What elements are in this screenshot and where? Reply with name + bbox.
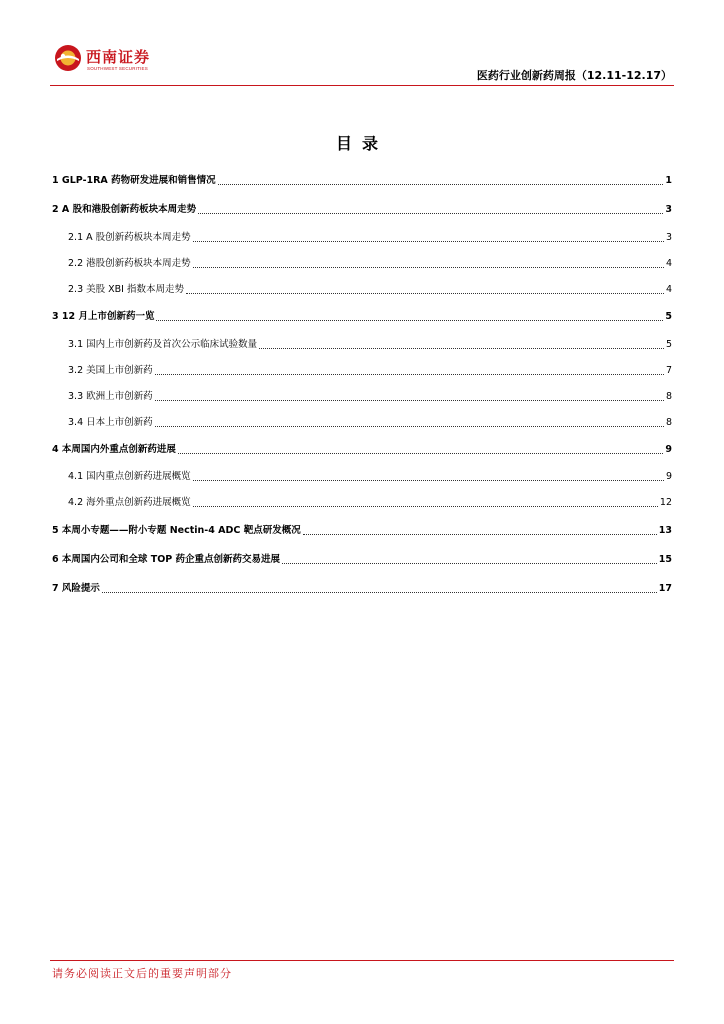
toc-leader-dots (193, 505, 658, 507)
logo-emblem-icon (54, 44, 82, 72)
toc-entry-label: 3.1 国内上市创新药及首次公示临床试验数量 (68, 339, 258, 350)
toc-leader-dots (155, 399, 664, 401)
toc-entry-label: 3.3 欧洲上市创新药 (68, 391, 153, 402)
toc-entry[interactable] (52, 441, 672, 459)
toc-entry-page: 7 (665, 365, 672, 376)
toc-entry-page: 12 (659, 497, 672, 508)
toc-entry-label: 1 GLP-1RA 药物研发进展和销售情况 (52, 175, 216, 186)
toc-leader-dots (259, 347, 664, 349)
toc-entry-page: 13 (658, 525, 672, 536)
toc-entry[interactable] (52, 551, 672, 569)
toc-entry-label: 4.2 海外重点创新药进展概览 (68, 497, 191, 508)
toc-entry-page: 8 (665, 391, 672, 402)
report-title: 医药行业创新药周报（12.11-12.17） (476, 69, 672, 82)
toc-leader-dots (186, 292, 664, 294)
toc-entry[interactable] (52, 468, 672, 486)
footer-disclaimer: 请务必阅读正文后的重要声明部分 (52, 967, 232, 980)
toc-leader-dots (193, 479, 664, 481)
toc-leader-dots (155, 373, 664, 375)
toc-entry-page: 1 (665, 175, 672, 186)
toc-entry-page: 17 (658, 583, 672, 594)
toc-entry-page: 3 (665, 232, 672, 243)
toc-entry-label: 5 本周小专题——附小专题 Nectin-4 ADC 靶点研发概况 (52, 525, 301, 536)
toc-leader-dots (218, 183, 664, 185)
toc-entry-label: 4 本周国内外重点创新药进展 (52, 444, 176, 455)
toc-entry-label: 3.2 美国上市创新药 (68, 365, 153, 376)
toc-entry-label: 2 A 股和港股创新药板块本周走势 (52, 204, 197, 215)
toc-entry[interactable] (52, 522, 672, 540)
toc-entry-label: 4.1 国内重点创新药进展概览 (68, 471, 191, 482)
header-divider (50, 85, 674, 86)
toc-entry-page: 4 (665, 284, 672, 295)
toc-entry[interactable] (52, 336, 672, 354)
toc-entry-page: 5 (665, 339, 672, 350)
toc-leader-dots (198, 212, 663, 214)
toc-entry-page: 8 (665, 417, 672, 428)
toc-leader-dots (156, 319, 663, 321)
toc-leader-dots (303, 533, 657, 535)
toc-entry-page: 4 (665, 258, 672, 269)
toc-entry-page: 9 (665, 444, 672, 455)
toc-entry-page: 3 (665, 204, 672, 215)
toc-entry-label: 7 风险提示 (52, 583, 100, 594)
toc-entry-label: 6 本周国内公司和全球 TOP 药企重点创新药交易进展 (52, 554, 281, 565)
logo-chinese-name: 西南证券 (86, 48, 151, 66)
toc-leader-dots (282, 562, 657, 564)
toc-leader-dots (102, 591, 657, 593)
toc-leader-dots (193, 266, 664, 268)
toc-entry[interactable] (52, 414, 672, 432)
toc-entry[interactable] (52, 494, 672, 512)
toc-entry[interactable] (52, 201, 672, 219)
toc-title: 目录 (335, 134, 388, 153)
toc-entry-label: 2.2 港股创新药板块本周走势 (68, 258, 191, 269)
toc-entry-page: 5 (665, 311, 672, 322)
toc-entry[interactable] (52, 362, 672, 380)
toc-leader-dots (193, 240, 664, 242)
toc-leader-dots (155, 425, 664, 427)
toc-entry[interactable] (52, 172, 672, 190)
toc-entry[interactable] (52, 281, 672, 299)
toc-entry-page: 9 (665, 471, 672, 482)
toc-leader-dots (178, 452, 663, 454)
toc-entry-label: 2.3 美股 XBI 指数本周走势 (68, 284, 184, 295)
logo-english-name: SOUTHWEST SECURITIES (87, 66, 148, 71)
toc-entry-label: 3 12 月上市创新药一览 (52, 311, 155, 322)
toc-entry[interactable] (52, 388, 672, 406)
company-logo (54, 44, 154, 76)
toc-entry[interactable] (52, 308, 672, 326)
toc-entry[interactable] (52, 255, 672, 273)
toc-entry[interactable] (52, 580, 672, 598)
toc-entry-label: 3.4 日本上市创新药 (68, 417, 153, 428)
toc-entry-page: 15 (658, 554, 672, 565)
footer-divider (50, 960, 674, 961)
toc-entry-label: 2.1 A 股创新药板块本周走势 (68, 232, 191, 243)
toc-entry[interactable] (52, 229, 672, 247)
